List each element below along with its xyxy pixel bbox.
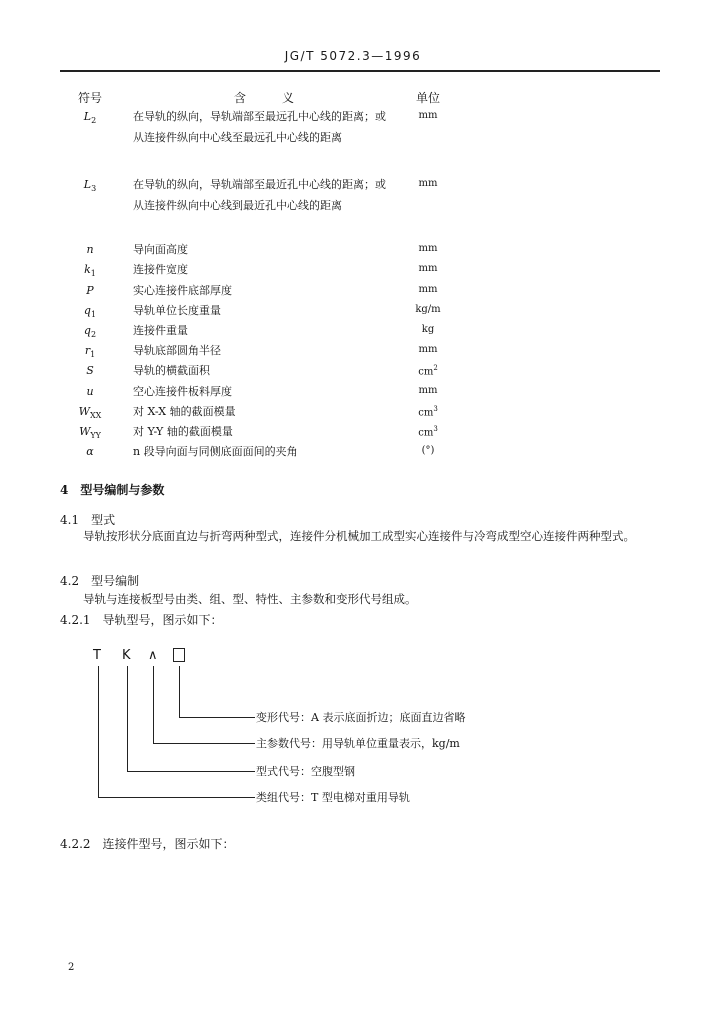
table-cell-symbol [65,110,115,125]
unit-text: mm [418,344,438,355]
table-cell-unit [398,263,458,274]
diagram-box-placeholder [173,648,185,662]
symbol-text: q [83,304,91,317]
symbol-text: P [86,284,94,297]
unit-text: mm [418,263,438,274]
paragraph-4-1: 导轨按形状分底面直边与折弯两种型式，连接件分机械加工成型实心连接件与冷弯成型空心连接件两种型式。 [83,529,635,543]
unit-text: mm [418,178,438,189]
diagram-label-variant-code: 变形代号：A 表示底面折边；底面直边省略 [256,711,466,724]
symbol-text: n [86,243,94,256]
table-cell-unit [398,110,458,121]
table-cell-unit [398,284,458,295]
table-cell-meaning: 在导轨的纵向，导轨端部至最近孔中心线的距离；或从连接件纵向中心线到最近孔中心线的距离 [133,178,386,212]
symbol-text: L [83,178,92,191]
table-cell-meaning: 对 Y-Y 轴的截面模量 [133,425,233,438]
table-cell-unit [398,304,458,315]
table-cell-unit [398,344,458,355]
table-cell-symbol [65,425,115,440]
table-cell-meaning: 空心连接件板料厚度 [133,385,232,398]
section-heading-4-2-2: 4.2.2 连接件型号，图示如下： [60,837,235,851]
table-cell-meaning: n 段导向面与同侧底面面间的夹角 [133,445,298,458]
table-cell-symbol [65,405,115,420]
unit-text: mm [418,110,438,121]
symbol-subscript: 2 [90,330,97,340]
table-cell-meaning: 实心连接件底部厚度 [133,284,232,297]
diagram-letter-k: K [122,648,131,663]
table-cell-unit [398,178,458,189]
unit-text: mm [418,284,438,295]
table-cell-unit [398,425,458,438]
unit-text: cm [418,427,434,439]
table-cell-meaning: 导轨的横截面积 [133,364,210,377]
symbol-subscript: YY [90,431,101,441]
table-cell-meaning: 导轨底部圆角半径 [133,344,221,357]
unit-text: mm [418,385,438,396]
symbol-text: r [84,344,91,357]
diagram-label-type-code: 型式代号：空腹型钢 [256,765,355,778]
symbol-subscript: 1 [90,310,97,320]
section-heading-4-2: 4.2 型号编制 [60,574,140,588]
table-cell-symbol [65,344,115,359]
symbol-text: S [86,364,94,377]
table-cell-symbol [65,263,115,278]
symbol-subscript: XX [89,411,102,421]
header-rule [60,70,660,72]
unit-text: cm [418,366,434,378]
unit-text: mm [418,243,438,254]
symbol-text: W [79,425,91,438]
leader-line [98,797,255,798]
table-cell-symbol [65,284,115,297]
symbol-text: k [84,263,91,276]
table-cell-unit [398,364,458,377]
standard-code: JG/T 5072.3—1996 [284,49,422,63]
table-cell-meaning: 在导轨的纵向，导轨端部至最远孔中心线的距离；或从连接件纵向中心线至最远孔中心线的距离 [133,110,386,144]
table-cell-meaning: 对 X-X 轴的截面模量 [133,405,236,418]
table-cell-unit [398,324,458,335]
table-cell-unit [398,385,458,396]
table-cell-unit [398,243,458,254]
table-cell-symbol [65,364,115,377]
column-header-symbol: 符号 [77,91,102,105]
page-number: 2 [68,962,75,973]
leader-line [127,666,128,772]
symbol-subscript: 3 [91,184,97,194]
symbol-subscript: 2 [91,116,97,126]
section-heading-4: 4 型号编制与参数 [60,483,165,497]
symbol-text: W [78,405,90,418]
unit-text: kg [421,324,435,335]
diagram-letter-t: T [93,648,101,663]
table-cell-symbol [65,324,115,339]
leader-line [127,771,255,772]
table-cell-symbol [65,385,115,398]
table-cell-meaning: 导轨单位长度重量 [133,304,221,317]
diagram-label-class-code: 类组代号：T 型电梯对重用导轨 [256,791,410,804]
leader-line [153,666,154,744]
table-cell-symbol [65,304,115,319]
symbol-subscript: 1 [90,350,96,360]
section-heading-4-2-1: 4.2.1 导轨型号，图示如下： [60,613,223,627]
table-cell-meaning: 连接件重量 [133,324,188,337]
leader-line [179,666,180,718]
table-cell-symbol [65,445,115,458]
table-cell-symbol [65,243,115,256]
table-cell-symbol [65,178,115,193]
paragraph-4-2: 导轨与连接板型号由类、组、型、特性、主参数和变形代号组成。 [83,592,417,606]
section-heading-4-1: 4.1 型式 [60,513,116,527]
symbol-text: u [86,385,94,398]
symbol-subscript: 1 [90,269,96,279]
symbol-text: L [83,110,92,123]
leader-line [179,717,255,718]
diagram-label-main-parameter: 主参数代号：用导轨单位重量表示，kg/m [256,737,460,750]
table-cell-unit [398,405,458,418]
unit-text: (°) [421,445,435,456]
unit-superscript: 3 [433,425,438,433]
table-cell-meaning: 连接件宽度 [133,263,188,276]
diagram-caret: ∧ [148,648,158,663]
unit-superscript: 3 [433,405,438,413]
unit-text: cm [418,407,434,419]
table-cell-unit [398,445,458,456]
column-header-meaning: 含 义 [233,91,294,105]
symbol-text: q [83,324,91,337]
leader-line [98,666,99,798]
column-header-unit: 单位 [415,91,440,105]
unit-text: kg/m [415,304,441,315]
unit-superscript: 2 [433,364,438,372]
symbol-text: α [86,445,94,458]
table-cell-meaning: 导向面高度 [133,243,188,256]
leader-line [153,743,255,744]
